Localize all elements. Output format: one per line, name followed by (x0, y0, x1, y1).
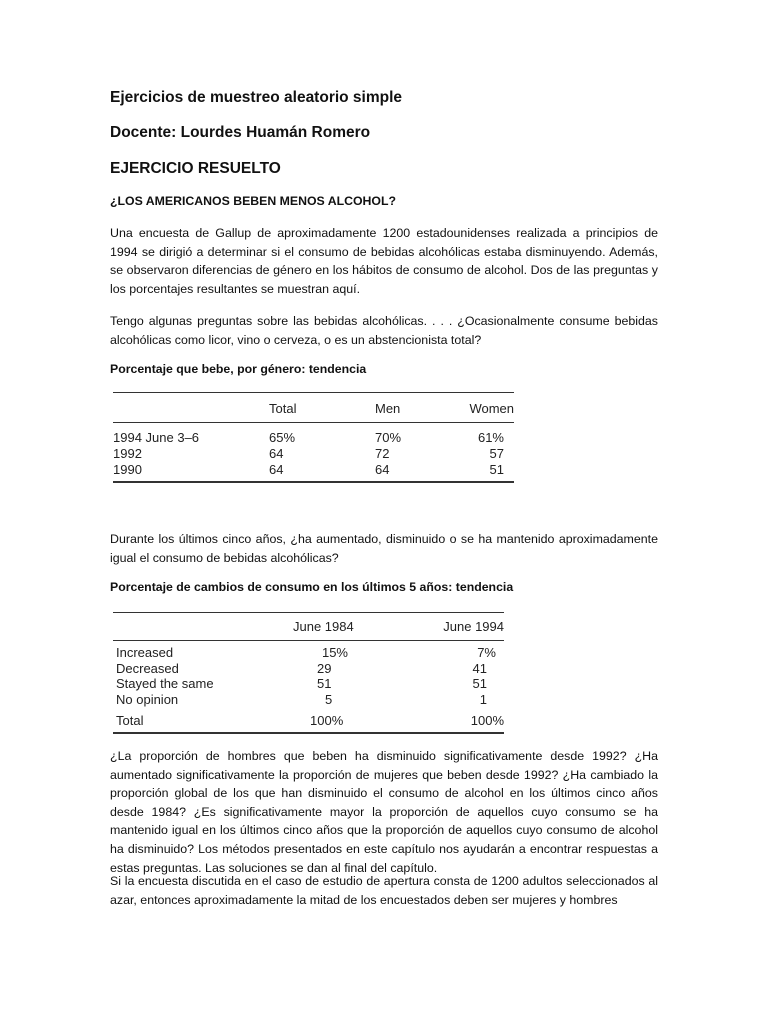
table-header-cell (113, 398, 263, 418)
table1-header-rule (113, 422, 514, 423)
table-cell: 1990 (113, 461, 142, 477)
table-cell: 15% (321, 645, 348, 661)
table-row (113, 461, 514, 477)
table-header-cell: Total (269, 400, 297, 416)
table-cell: 100% (310, 713, 344, 729)
table-cell: 100% (470, 713, 504, 729)
paragraph-question-2: Durante los últimos cinco años, ¿ha aumentado, disminuido o se ha mantenido aproximadamente igual el consumo de bebidas alcohólicas? (110, 532, 658, 565)
question-title: ¿LOS AMERICANOS BEBEN MENOS ALCOHOL? (110, 194, 397, 208)
table-cell: 64 (269, 445, 284, 461)
table-cell: No opinion (116, 691, 179, 707)
table-header-row (113, 617, 504, 635)
table-cell: 51 (472, 676, 487, 692)
table2-header-rule (113, 640, 504, 641)
table2-bottom-rule (113, 732, 504, 734)
table-header-cell (113, 617, 283, 635)
table-cell: 51 (489, 461, 504, 477)
table-header-cell: June 1994 (443, 618, 504, 634)
table-cell: Total (116, 713, 144, 729)
table1-caption: Porcentaje que bebe, por género: tendencia (110, 362, 367, 376)
consumption-change-table (113, 617, 504, 635)
table-row (116, 661, 504, 677)
table-cell: Increased (116, 645, 174, 661)
paragraph-intro: Una encuesta de Gallup de aproximadamente 1200 estadounidenses realizada a principios de 1994 se dirigió a determinar si el consumo de bebidas alcohólicas estaba disminuyendo. Además, se observaron diferencias de género en los hábitos de consumo de alcohol. Dos de las preguntas y los porcentajes resultantes se muestran aquí. (110, 226, 658, 296)
table-header-row (113, 398, 514, 418)
table-cell: Stayed the same (116, 676, 214, 692)
table-row (113, 429, 514, 445)
table-cell: 61% (477, 429, 504, 445)
table-cell: 29 (317, 660, 332, 676)
table2-caption: Porcentaje de cambios de consumo en los últimos 5 años: tendencia (110, 580, 514, 594)
drinking-by-gender-body (113, 429, 514, 477)
drinking-by-gender-table (113, 398, 514, 418)
table-cell: 64 (375, 461, 390, 477)
paragraph-closing: Si la encuesta discutida en el caso de estudio de apertura consta de 1200 adultos seleccionados al azar, entonces aproximadamente la mitad de los encuestados deben ser mujeres y hombres (110, 874, 658, 907)
table-cell: 5 (325, 691, 333, 707)
consumption-change-body (116, 645, 504, 729)
table-cell: Decreased (116, 660, 179, 676)
table2-top-rule (113, 612, 504, 613)
section-heading: EJERCICIO RESUELTO (110, 160, 281, 177)
table-total-row (116, 713, 504, 729)
table-cell: 51 (317, 676, 332, 692)
paragraph-discussion: ¿La proporción de hombres que beben ha disminuido significativamente desde 1992? ¿Ha aumentado significativamente la proporción de mujeres que beben desde 1992? ¿Ha cambiado la proporción global de los que han disminuido el consumo de alcohol en los últimos cinco años desde 1984? ¿Es significativamente mayor la proporción de aquellos cuyo consumo se ha mantenido igual en los últimos cinco años que la proporción de aquellos cuyo consumo de alcohol ha disminuido? Los métodos presentados en este capítulo nos ayudarán a encontrar respuestas a estas preguntas. Las soluciones se dan al final del capítulo. (110, 749, 658, 875)
table-cell: 57 (489, 445, 504, 461)
table1-bottom-rule (113, 481, 514, 483)
document-title: Ejercicios de muestreo aleatorio simple (110, 89, 403, 106)
table1-top-rule (113, 392, 514, 393)
table-header-cell: Men (375, 400, 401, 416)
table-header-cell: Women (469, 400, 514, 416)
table-row (113, 445, 514, 461)
table-cell: 1992 (113, 445, 142, 461)
table-row (116, 676, 504, 692)
table-cell: 1 (479, 691, 487, 707)
table-cell: 1994 June 3–6 (113, 429, 200, 445)
teacher-name: Docente: Lourdes Huamán Romero (110, 124, 371, 141)
table-row (116, 692, 504, 708)
table-cell: 70% (375, 429, 402, 445)
table-cell: 41 (472, 660, 487, 676)
table-cell: 72 (375, 445, 390, 461)
table-cell: 64 (269, 461, 284, 477)
table-header-cell: June 1984 (293, 618, 354, 634)
table-cell: 65% (269, 429, 296, 445)
paragraph-question-1: Tengo algunas preguntas sobre las bebidas alcohólicas. . . . ¿Ocasionalmente consume bebidas alcohólicas como licor, vino o cerveza, o es un abstencionista total? (110, 314, 658, 347)
table-row (116, 645, 504, 661)
table-cell: 7% (477, 645, 496, 661)
